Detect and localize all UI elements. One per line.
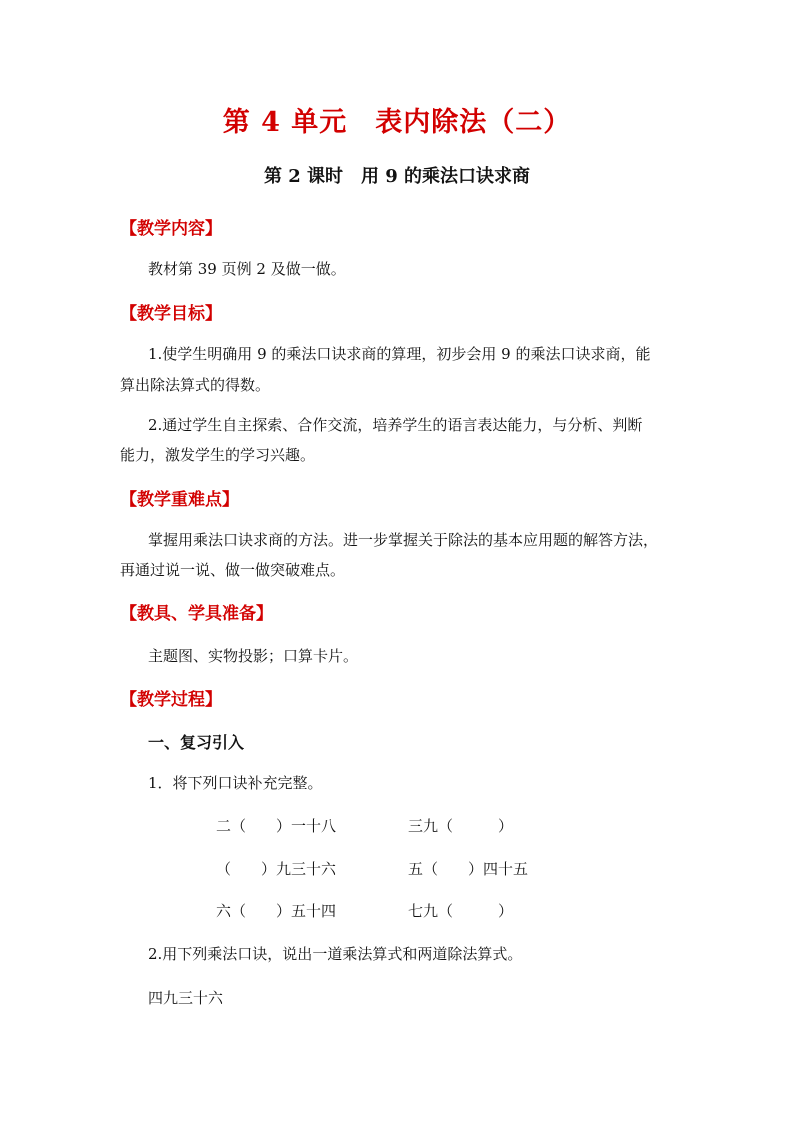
goal-2-line-2: 能力，激发学生的学习兴趣。 [120,446,316,464]
heading-materials: 【教具、学具准备】 [120,604,273,624]
fill-item: 二（ ）一十八 [216,817,337,835]
fill-item: 三九（ ） [408,817,514,835]
keypoints-line-2: 再通过说一说、做一做突破难点。 [120,561,346,579]
goal-2-line-1: 2.通过学生自主探索、合作交流，培养学生的语言表达能力，与分析、判断 [148,416,643,434]
fill-item: 五（ ）四十五 [408,860,529,878]
question-1: 1．将下列口诀补充完整。 [148,774,323,792]
heading-keypoints: 【教学重难点】 [120,490,239,510]
question-2-item: 四九三十六 [148,989,224,1007]
heading-goals: 【教学目标】 [120,304,222,324]
goal-1-line-2: 算出除法算式的得数。 [120,376,271,394]
keypoints-line-1: 掌握用乘法口诀求商的方法。进一步掌握关于除法的基本应用题的解答方法， [148,531,659,549]
content-text: 教材第 39 页例 2 及做一做。 [148,260,346,278]
lesson-subtitle: 第 2 课时 用 9 的乘法口诀求商 [263,166,531,187]
goal-1-line-1: 1.使学生明确用 9 的乘法口诀求商的算理，初步会用 9 的乘法口诀求商，能 [148,345,651,363]
fill-item: 七九（ ） [408,902,514,920]
fill-item: 六（ ）五十四 [216,902,337,920]
heading-process: 【教学过程】 [120,690,222,710]
fill-item: （ ）九三十六 [216,860,337,878]
part-1-title: 一、复习引入 [148,733,245,752]
question-2: 2.用下列乘法口诀，说出一道乘法算式和两道除法算式。 [148,945,523,963]
heading-content: 【教学内容】 [120,219,222,239]
page-title: 第 4 单元 表内除法（二） [222,107,572,138]
materials-text: 主题图、实物投影；口算卡片。 [148,647,359,665]
